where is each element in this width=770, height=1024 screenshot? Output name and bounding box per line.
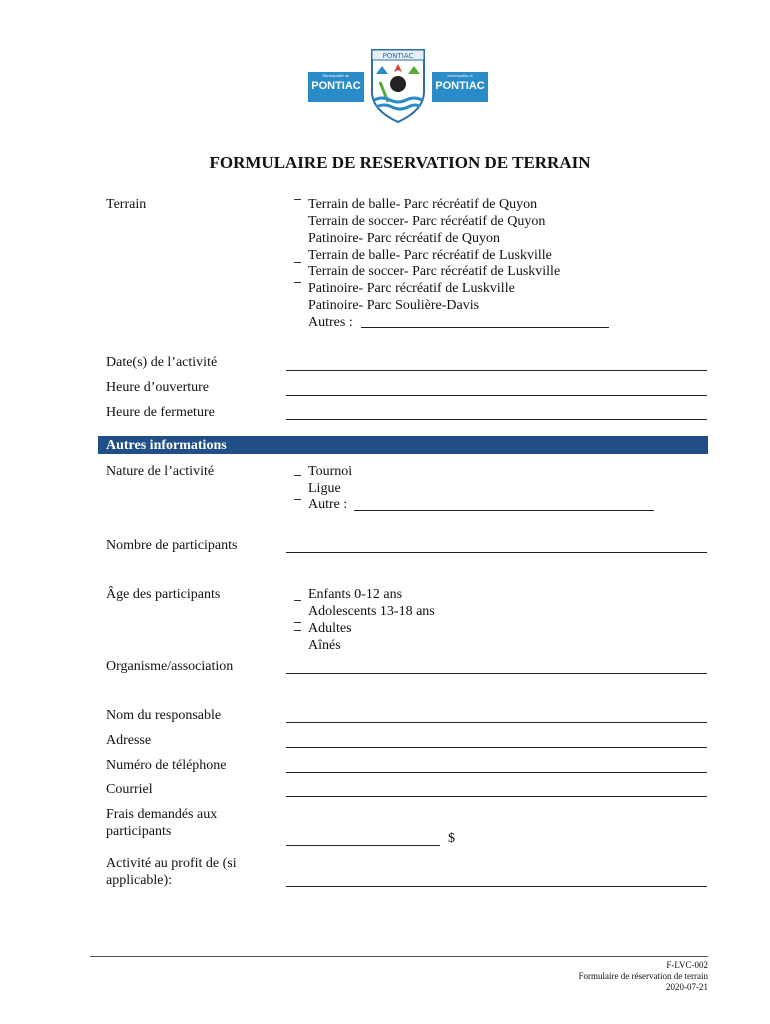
responsible-field[interactable]	[286, 722, 707, 723]
terrain-other-field[interactable]	[361, 327, 609, 328]
organization-label: Organisme/association	[106, 659, 234, 674]
footer-form-name: Formulaire de réservation de terrain	[578, 971, 708, 981]
age-option-checkbox[interactable]	[294, 600, 301, 601]
email-field[interactable]	[286, 796, 707, 797]
terrain-other-label: Autres :	[308, 315, 353, 330]
terrain-option-checkbox[interactable]	[294, 199, 301, 200]
date-label: Date(s) de l’activité	[106, 355, 218, 370]
profit-field[interactable]	[286, 886, 707, 887]
age-option: Aînés	[308, 638, 341, 653]
participants-label: Nombre de participants	[106, 538, 238, 553]
crest-icon	[366, 44, 430, 124]
municipality-logo	[308, 44, 488, 124]
form-title: FORMULAIRE DE RESERVATION DE TERRAIN	[209, 153, 591, 172]
profit-label-line2: applicable):	[106, 873, 173, 888]
organization-field[interactable]	[286, 673, 707, 674]
footer-date: 2020-07-21	[666, 982, 708, 992]
nature-other-label: Autre :	[308, 497, 348, 512]
age-option-checkbox[interactable]	[294, 622, 301, 623]
nature-option: Tournoi	[308, 464, 353, 479]
terrain-option: Patinoire- Parc récréatif de Luskville	[308, 281, 515, 296]
age-option-checkbox[interactable]	[294, 630, 301, 631]
crest-banner-text: PONTIAC	[382, 52, 414, 60]
age-label: Âge des participants	[106, 587, 221, 602]
participants-field[interactable]	[286, 552, 707, 553]
address-field[interactable]	[286, 747, 707, 748]
logo-right-small-text: Municipality of	[447, 73, 473, 78]
logo-right-big-text: PONTIAC	[435, 80, 485, 92]
closing-hour-field[interactable]	[286, 419, 707, 420]
terrain-label: Terrain	[106, 197, 147, 212]
fees-label-line1: Frais demandés aux	[106, 807, 218, 822]
logo-left-badge	[308, 72, 364, 102]
nature-other-field[interactable]	[354, 510, 654, 511]
fees-label-line2: participants	[106, 824, 172, 839]
terrain-option-checkbox[interactable]	[294, 282, 301, 283]
date-field[interactable]	[286, 370, 707, 371]
nature-option-checkbox[interactable]	[294, 475, 301, 476]
nature-option-checkbox[interactable]	[294, 499, 301, 500]
responsible-label: Nom du responsable	[106, 708, 222, 723]
terrain-option-checkbox[interactable]	[294, 262, 301, 263]
footer-rule	[90, 956, 708, 957]
opening-hour-label: Heure d’ouverture	[106, 380, 210, 395]
phone-label: Numéro de téléphone	[106, 758, 227, 773]
terrain-option: Terrain de balle- Parc récréatif de Quyon	[308, 197, 538, 212]
terrain-option: Patinoire- Parc Soulière-Davis	[308, 298, 480, 313]
terrain-option: Terrain de soccer- Parc récréatif de Quyon	[308, 214, 546, 229]
age-option: Enfants 0-12 ans	[308, 587, 403, 602]
terrain-option: Terrain de soccer- Parc récréatif de Luskville	[308, 264, 561, 279]
phone-field[interactable]	[286, 772, 707, 773]
profit-label-line1: Activité au profit de (si	[106, 856, 237, 871]
fees-currency: $	[448, 831, 455, 846]
terrain-option: Patinoire- Parc récréatif de Quyon	[308, 231, 501, 246]
nature-label: Nature de l’activité	[106, 464, 215, 479]
address-label: Adresse	[106, 733, 152, 748]
logo-left-big-text: PONTIAC	[311, 80, 361, 92]
section-title: Autres informations	[106, 438, 227, 453]
logo-right-badge	[432, 72, 488, 102]
fees-field[interactable]	[286, 845, 440, 846]
age-option: Adolescents 13-18 ans	[308, 604, 435, 619]
footer-code: F-LVC-002	[666, 960, 708, 970]
email-label: Courriel	[106, 782, 153, 797]
nature-option: Ligue	[308, 481, 341, 496]
age-option: Adultes	[308, 621, 352, 636]
terrain-option: Terrain de balle- Parc récréatif de Luskville	[308, 248, 552, 263]
opening-hour-field[interactable]	[286, 395, 707, 396]
closing-hour-label: Heure de fermeture	[106, 405, 215, 420]
logo-left-small-text: Municipalité de	[322, 73, 350, 78]
